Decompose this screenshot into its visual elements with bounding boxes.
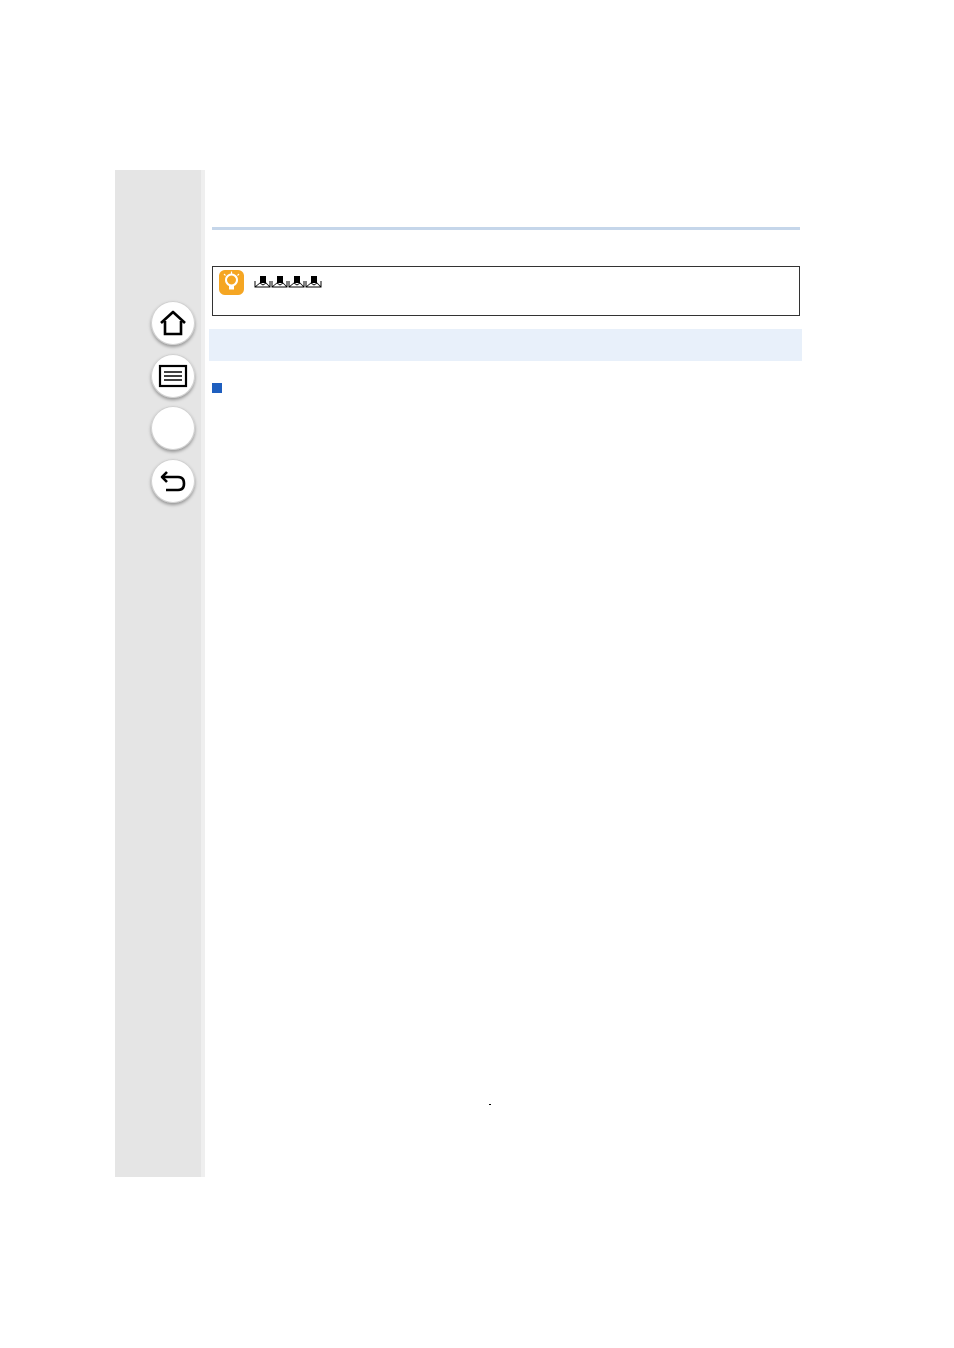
section-heading — [212, 380, 227, 396]
home-button[interactable] — [151, 301, 195, 345]
list-item — [212, 553, 241, 572]
list-item — [212, 516, 241, 535]
back-button[interactable] — [151, 459, 195, 503]
page-number — [489, 1104, 491, 1105]
menu-button[interactable] — [151, 406, 195, 450]
wb-set-3-icon — [288, 276, 305, 288]
note-box — [209, 329, 802, 361]
list-item — [212, 628, 241, 647]
list-item — [212, 479, 241, 498]
lightbulb-icon — [219, 270, 244, 295]
list-item — [212, 609, 241, 628]
square-bullet-icon — [212, 383, 222, 393]
kelvin-scale-chart — [620, 486, 760, 672]
wb-set-4-icon — [305, 276, 322, 288]
tip-line-2 — [254, 273, 794, 292]
list-item — [212, 535, 241, 554]
sidebar-edge — [201, 170, 205, 1177]
legend-list — [212, 479, 241, 665]
list-item — [212, 572, 241, 591]
wb-set-1-icon — [254, 276, 271, 288]
header-rule — [212, 227, 800, 230]
home-icon — [158, 309, 188, 337]
list-icon — [158, 364, 188, 388]
contents-button[interactable] — [151, 354, 195, 398]
wb-set-2-icon — [271, 276, 288, 288]
tip-text — [254, 273, 794, 292]
tip-box — [212, 266, 800, 316]
list-item — [212, 498, 241, 517]
legend-footer — [212, 646, 241, 665]
return-icon — [158, 468, 188, 494]
list-item — [212, 591, 241, 610]
